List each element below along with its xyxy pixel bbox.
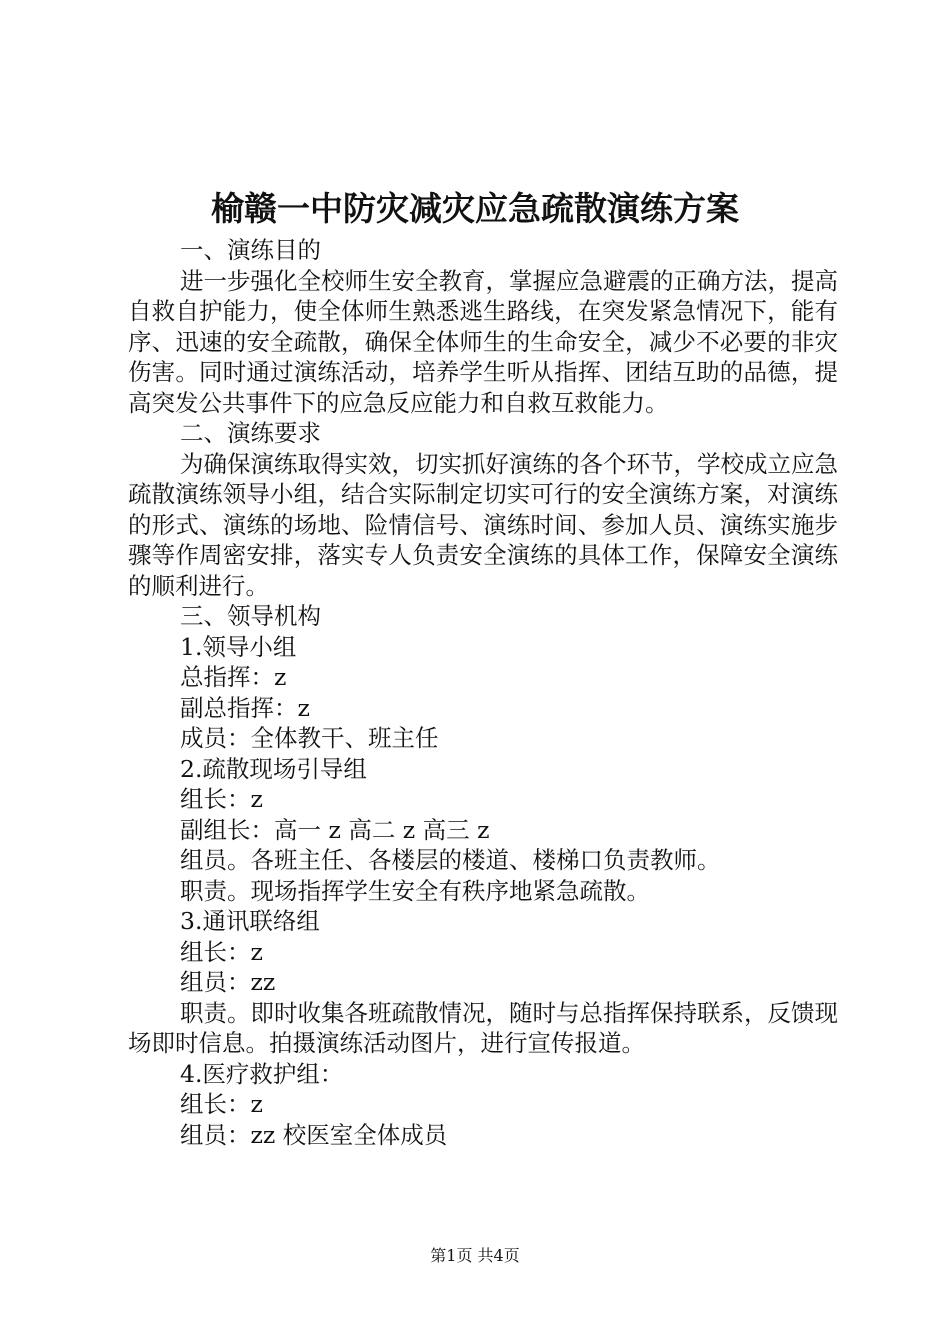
group-heading: 2.疏散现场引导组 bbox=[180, 754, 367, 783]
paragraph: 为确保演练取得实效，切实抓好演练的各个环节，学校成立应急疏散演练领导小组，结合实际制定切实可行的安全演练方案，对演练的形式、演练的场地、险情信号、演练时间、参加人员、演练实施步骤等作周密安排，落实专人负责安全演练的具体工作，保障安全演练的顺利进行。 bbox=[128, 449, 838, 600]
text-line: 组长：z bbox=[180, 1090, 263, 1118]
text-line: 副组长：高一 z 高二 z 高三 z bbox=[180, 815, 490, 844]
paragraph: 进一步强化全校师生安全教育，掌握应急避震的正确方法，提高自救自护能力，使全体师生熟悉逃生路线，在突发紧急情况下，能有序、迅速的安全疏散，确保全体师生的生命安全，减少不必要的非灾伤害。同时通过演练活动，培养学生听从指挥、团结互助的品德，提高突发公共事件下的应急反应能力和自救互救能力。 bbox=[128, 266, 838, 417]
text-line: 组长：z bbox=[180, 937, 263, 966]
text-line: 组长：z bbox=[180, 785, 263, 813]
text-line: 副总指挥：z bbox=[180, 693, 310, 722]
paragraph: 职责。即时收集各班疏散情况，随时与总指挥保持联系，反馈现场即时信息。拍摄演练活动图片，进行宣传报道。 bbox=[128, 998, 838, 1057]
text-line: 职责。现场指挥学生安全有秩序地紧急疏散。 bbox=[180, 876, 650, 905]
document-body bbox=[128, 235, 838, 1150]
text-line: 组员。各班主任、各楼层的楼道、楼梯口负责教师。 bbox=[180, 846, 721, 874]
text-line: 组员：zz bbox=[180, 968, 276, 996]
text-line: 总指挥：z bbox=[180, 663, 287, 691]
text-line: 成员：全体教干、班主任 bbox=[180, 724, 439, 752]
group-heading: 3.通讯联络组 bbox=[180, 907, 320, 935]
section-heading: 三、领导机构 bbox=[180, 602, 321, 630]
text-line: 组员：zz 校医室全体成员 bbox=[180, 1120, 448, 1149]
group-heading: 1.领导小组 bbox=[180, 632, 297, 661]
section-heading: 一、演练目的 bbox=[180, 236, 321, 264]
section-heading: 二、演练要求 bbox=[180, 419, 321, 447]
document-title: 榆赣一中防灾减灾应急疏散演练方案 bbox=[211, 189, 739, 228]
page-footer: 第1页 共4页 bbox=[430, 1246, 520, 1265]
group-heading: 4.医疗救护组： bbox=[180, 1059, 344, 1088]
